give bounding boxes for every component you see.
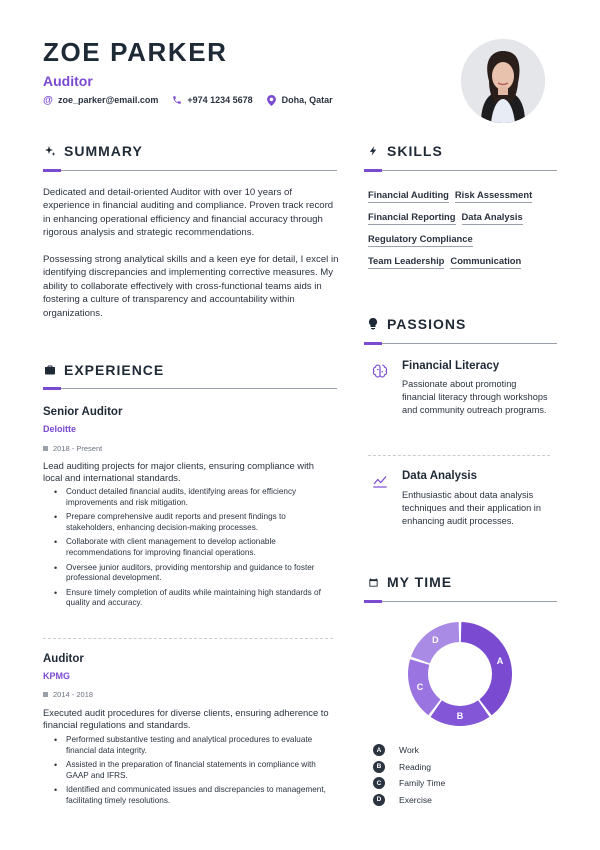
job-bullet: • Assisted in the preparation of financial statements in compliance with GAAP and IFRS. (44, 760, 336, 781)
at-sign-icon: @ (43, 94, 53, 106)
calendar-icon (43, 692, 48, 697)
job-title: Auditor (43, 653, 84, 665)
legend-label: Exercise (399, 794, 432, 805)
skill-tag: Regulatory Compliance (368, 233, 473, 247)
job-description: Executed audit procedures for diverse clients, ensuring adherence to financial regulations and standards. (43, 707, 329, 730)
job-bullet-list (44, 735, 336, 811)
passion-description: Enthusiastic about data analysis techniques and their application in enhancing audit processes. (402, 490, 541, 526)
brain-icon (371, 362, 389, 380)
skill-row (368, 255, 568, 269)
skill-tag: Team Leadership (368, 255, 444, 269)
job-bullet: • Ensure timely completion of audits while maintaining high standards of quality and accuracy. (44, 588, 336, 609)
skills-divider-accent (364, 169, 382, 172)
experience-divider-accent (43, 387, 61, 390)
donut-slice-label: A (496, 656, 504, 667)
location-pin-icon (267, 95, 277, 105)
summary-divider (43, 170, 337, 171)
job-company: Deloitte (43, 424, 77, 434)
experience-heading-text: EXPERIENCE (64, 362, 165, 378)
legend-marker: B (373, 761, 385, 773)
skills-heading (367, 143, 443, 159)
email-contact[interactable] (43, 95, 158, 105)
avatar (461, 39, 545, 123)
job-dates-text: 2018 - Present (53, 444, 103, 453)
summary-paragraph-1: Dedicated and detail-oriented Auditor with over 10 years of experience in financial auditing and compliance. Proven track record in enhancing operational efficiency and financial accuracy through rigorous analysis and strategic recommendations. (43, 187, 334, 239)
passions-divider (364, 343, 557, 344)
lightning-icon (367, 145, 379, 157)
sparkle-icon (44, 145, 56, 157)
legend-item (373, 742, 445, 759)
legend-marker: A (373, 744, 385, 756)
summary-heading-text: SUMMARY (64, 143, 143, 159)
legend-marker: D (373, 794, 385, 806)
my-time-divider-accent (364, 600, 382, 603)
phone-text: +974 1234 5678 (187, 95, 253, 105)
phone-icon (172, 95, 182, 105)
passion-title: Financial Literacy (402, 360, 500, 372)
location-text: Doha, Qatar (281, 95, 333, 105)
candidate-role: Auditor (43, 73, 93, 89)
legend-label: Family Time (399, 778, 446, 789)
time-legend (373, 742, 445, 808)
job-bullet-list (44, 487, 336, 613)
skill-tag: Risk Assessment (455, 189, 532, 203)
my-time-heading (367, 574, 452, 590)
job-bullet: • Oversee junior auditors, providing mentorship and guidance to foster professional development. (44, 563, 336, 584)
job-separator (43, 638, 333, 639)
summary-divider-accent (43, 169, 61, 172)
job-description: Lead auditing projects for major clients, ensuring compliance with local and international standards. (43, 460, 314, 483)
skills-divider (364, 170, 557, 171)
job-title: Senior Auditor (43, 406, 123, 418)
skill-tag: Data Analysis (462, 211, 523, 225)
legend-item (373, 792, 445, 809)
skill-row (368, 233, 568, 247)
lightbulb-icon (367, 318, 379, 330)
legend-marker: C (373, 777, 385, 789)
donut-slice-label: B (456, 711, 464, 721)
job-bullet: • Identified and communicated issues and discrepancies to management, facilitating timely resolutions. (44, 785, 336, 806)
passion-description: Passionate about promoting financial literacy through workshops and community outreach programs. (402, 379, 548, 415)
skill-tag: Financial Reporting (368, 211, 456, 225)
passions-divider-accent (364, 342, 382, 345)
job-dates (43, 444, 102, 453)
legend-label: Work (399, 745, 419, 756)
passion-separator (368, 455, 550, 456)
job-dates (43, 690, 93, 699)
summary-paragraph-2: Possessing strong analytical skills and a keen eye for detail, I excel in identifying discrepancies and implementing corrective measures. My ability to collaborate effectively with cross-functional teams aids in fostering a culture of transparency and accountability within organizations. (43, 254, 339, 319)
candidate-name: ZOE PARKER (43, 37, 228, 67)
passion-title: Data Analysis (402, 470, 477, 482)
donut-slice-label: C (416, 681, 424, 692)
contact-info (43, 95, 333, 105)
skills-list (368, 189, 568, 277)
experience-heading (44, 362, 164, 378)
briefcase-icon (44, 364, 56, 376)
summary-heading (44, 143, 143, 159)
job-bullet: • Prepare comprehensive audit reports and present findings to stakeholders, enhancing decision-making processes. (44, 512, 336, 533)
donut-slice-label: D (432, 635, 439, 646)
email-text: zoe_parker@email.com (58, 95, 159, 105)
trend-chart-icon (371, 472, 389, 490)
experience-divider (43, 388, 337, 389)
job-dates-text: 2014 - 2018 (53, 690, 94, 699)
skill-tag: Financial Auditing (368, 189, 449, 203)
legend-item (373, 759, 445, 776)
my-time-divider (364, 601, 557, 602)
time-donut-chart (400, 614, 520, 734)
passions-heading (367, 316, 466, 332)
calendar-icon (43, 446, 48, 451)
calendar-icon (367, 576, 379, 588)
phone-contact[interactable] (172, 95, 252, 105)
legend-item (373, 775, 445, 792)
donut-slice-c (408, 659, 441, 715)
location-contact (267, 95, 333, 105)
my-time-heading-text: MY TIME (387, 574, 453, 590)
job-bullet: • Collaborate with client management to develop actionable recommendations for improving financial operations. (44, 537, 336, 558)
legend-label: Reading (399, 761, 432, 772)
skill-tag: Communication (450, 255, 521, 269)
job-bullet: • Conduct detailed financial audits, identifying areas for efficiency improvements and risk mitigation. (44, 487, 336, 508)
passions-heading-text: PASSIONS (387, 316, 467, 332)
skill-row (368, 211, 568, 225)
donut-slice-a (461, 622, 512, 715)
job-company: KPMG (43, 671, 70, 681)
skills-heading-text: SKILLS (387, 143, 443, 159)
skill-row (368, 189, 568, 203)
job-bullet: • Performed substantive testing and analytical procedures to evaluate financial data integrity. (44, 735, 336, 756)
